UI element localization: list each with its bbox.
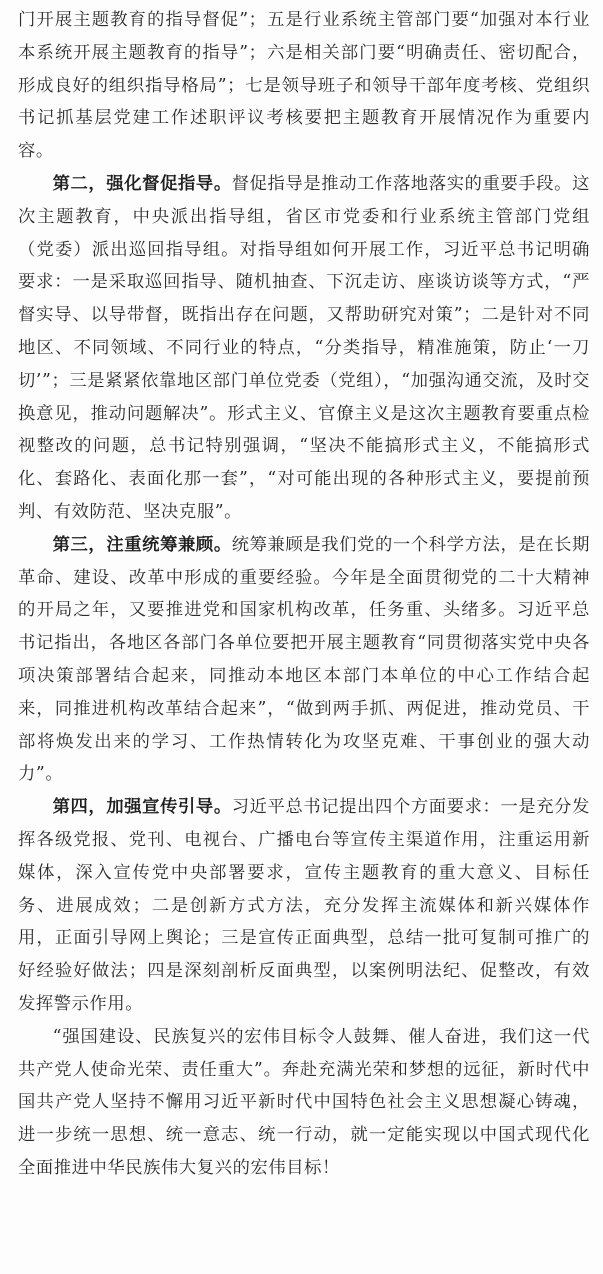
paragraph-4-heading: 第四，加强宣传引导。 <box>52 797 232 818</box>
paragraph-2-text: 督促指导是推动工作落地落实的重要手段。这次主题教育，中央派出指导组，省区市党委和行业系统主管部门党组（党委）派出巡回指导组。对指导组如何开展工作，习近平总书记明确要求：一是采取巡回指导、随机抽查、下沉走访、座谈访谈等方式，“严督实导、以导带督，既指出存在问题，又帮助研究对策”；二是针对不同地区、不同领域、不同行业的特点，“分类指导，精准施策，防止‘一刀切’”；三是紧紧依靠地区部门单位党委（党组），“加强沟通交流，及时交换意见，推动问题解决”。形式主义、官僚主义是这次主题教育要重点检视整改的问题，总书记特别强调，“坚决不能搞形式主义，不能搞形式化、套路化、表面化那一套”，“对可能出现的各种形式主义，要提前预判、有效防范、坚决克服”。 <box>18 173 590 522</box>
paragraph-5 <box>18 1021 590 1185</box>
paragraph-2-heading: 第二，强化督促指导。 <box>52 173 232 194</box>
paragraph-1 <box>18 4 590 168</box>
paragraph-3 <box>18 529 590 791</box>
paragraph-4 <box>18 791 590 1021</box>
paragraph-4-text: 习近平总书记提出四个方面要求：一是充分发挥各级党报、党刊、电视台、广播电台等宣传主渠道作用，注重运用新媒体，深入宣传党中央部署要求，宣传主题教育的重大意义、目标任务、进展成效；二是创新方式方法，充分发挥主流媒体和新兴媒体作用，正面引导网上舆论；三是宣传正面典型，总结一批可复制可推广的好经验好做法；四是深刻剖析反面典型，以案例明法纪、促整改，有效发挥警示作用。 <box>18 797 590 1014</box>
article-body <box>18 4 590 1185</box>
paragraph-3-heading: 第三，注重统筹兼顾。 <box>52 534 232 555</box>
paragraph-2 <box>18 168 590 529</box>
paragraph-3-text: 统筹兼顾是我们党的一个科学方法，是在长期革命、建设、改革中形成的重要经验。今年是全面贯彻党的二十大精神的开局之年，又要推进党和国家机构改革，任务重、头绪多。习近平总书记指出，各地区各部门各单位要把开展主题教育“同贯彻落实党中央各项决策部署结合起来，同推动本地区本部门本单位的中心工作结合起来，同推进机构改革结合起来”，“做到两手抓、两促进，推动党员、干部将焕发出来的学习、工作热情转化为攻坚克难、干事创业的强大动力”。 <box>18 534 590 785</box>
paragraph-1-text: 门开展主题教育的指导督促”；五是行业系统主管部门要“加强对本行业本系统开展主题教育的指导”；六是相关部门要“明确责任、密切配合，形成良好的组织指导格局”；七是领导班子和领导干部年度考核、党组织书记抓基层党建工作述职评议考核要把主题教育开展情况作为重要内容。 <box>18 10 590 162</box>
paragraph-5-text: “强国建设、民族复兴的宏伟目标令人鼓舞、催人奋进，我们这一代共产党人使命光荣、责任重大”。奔赴充满光荣和梦想的远征，新时代中国共产党人坚持不懈用习近平新时代中国特色社会主义思想凝心铸魂，进一步统一思想、统一意志、统一行动，就一定能实现以中国式现代化全面推进中华民族伟大复兴的宏伟目标！ <box>18 1026 590 1178</box>
